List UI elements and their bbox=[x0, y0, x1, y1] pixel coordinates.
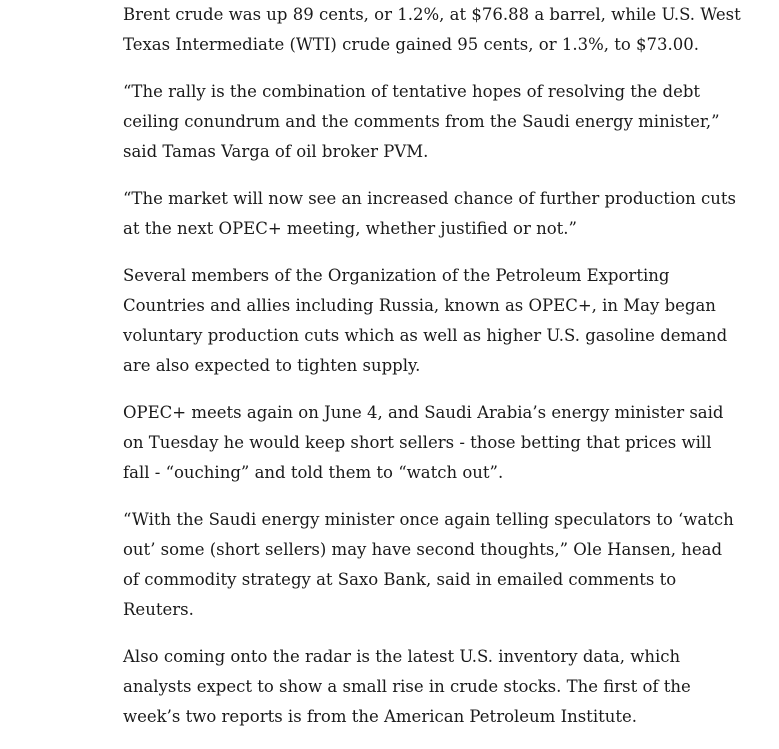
paragraph-opec-members: Several members of the Organization of the Petroleum Exporting Countries and allies including Russia, known as OPEC+, in May began voluntary production cuts which as well as higher U.S. gasoline demand are also expected to tighten supply. bbox=[123, 266, 728, 375]
paragraph-prices: Brent crude was up 89 cents, or 1.2%, at $76.88 a barrel, while U.S. West Texas Intermediate (WTI) crude gained 95 cents, or 1.3%, to $73.00. bbox=[123, 5, 741, 54]
article-body bbox=[123, 0, 743, 749]
paragraph-hansen-quote: “With the Saudi energy minister once again telling speculators to ‘watch out’ some (short sellers) may have second thoughts,” Ole Hansen, head of commodity strategy at Saxo Bank, said in emailed comments to Reuters. bbox=[123, 510, 734, 619]
paragraph-inventory-data: Also coming onto the radar is the latest U.S. inventory data, which analysts expect to show a small rise in crude stocks. The first of the week’s two reports is from the American Petroleum Institute. bbox=[123, 647, 691, 726]
paragraph-rally-quote: “The rally is the combination of tentative hopes of resolving the debt ceiling conundrum and the comments from the Saudi energy minister,” said Tamas Varga of oil broker PVM. bbox=[123, 82, 720, 161]
paragraph-opec-meeting: OPEC+ meets again on June 4, and Saudi Arabia’s energy minister said on Tuesday he would keep short sellers - those betting that prices will fall - “ouching” and told them to “watch out”. bbox=[123, 403, 724, 482]
paragraph-market-quote: “The market will now see an increased chance of further production cuts at the next OPEC+ meeting, whether justified or not.” bbox=[123, 189, 736, 238]
